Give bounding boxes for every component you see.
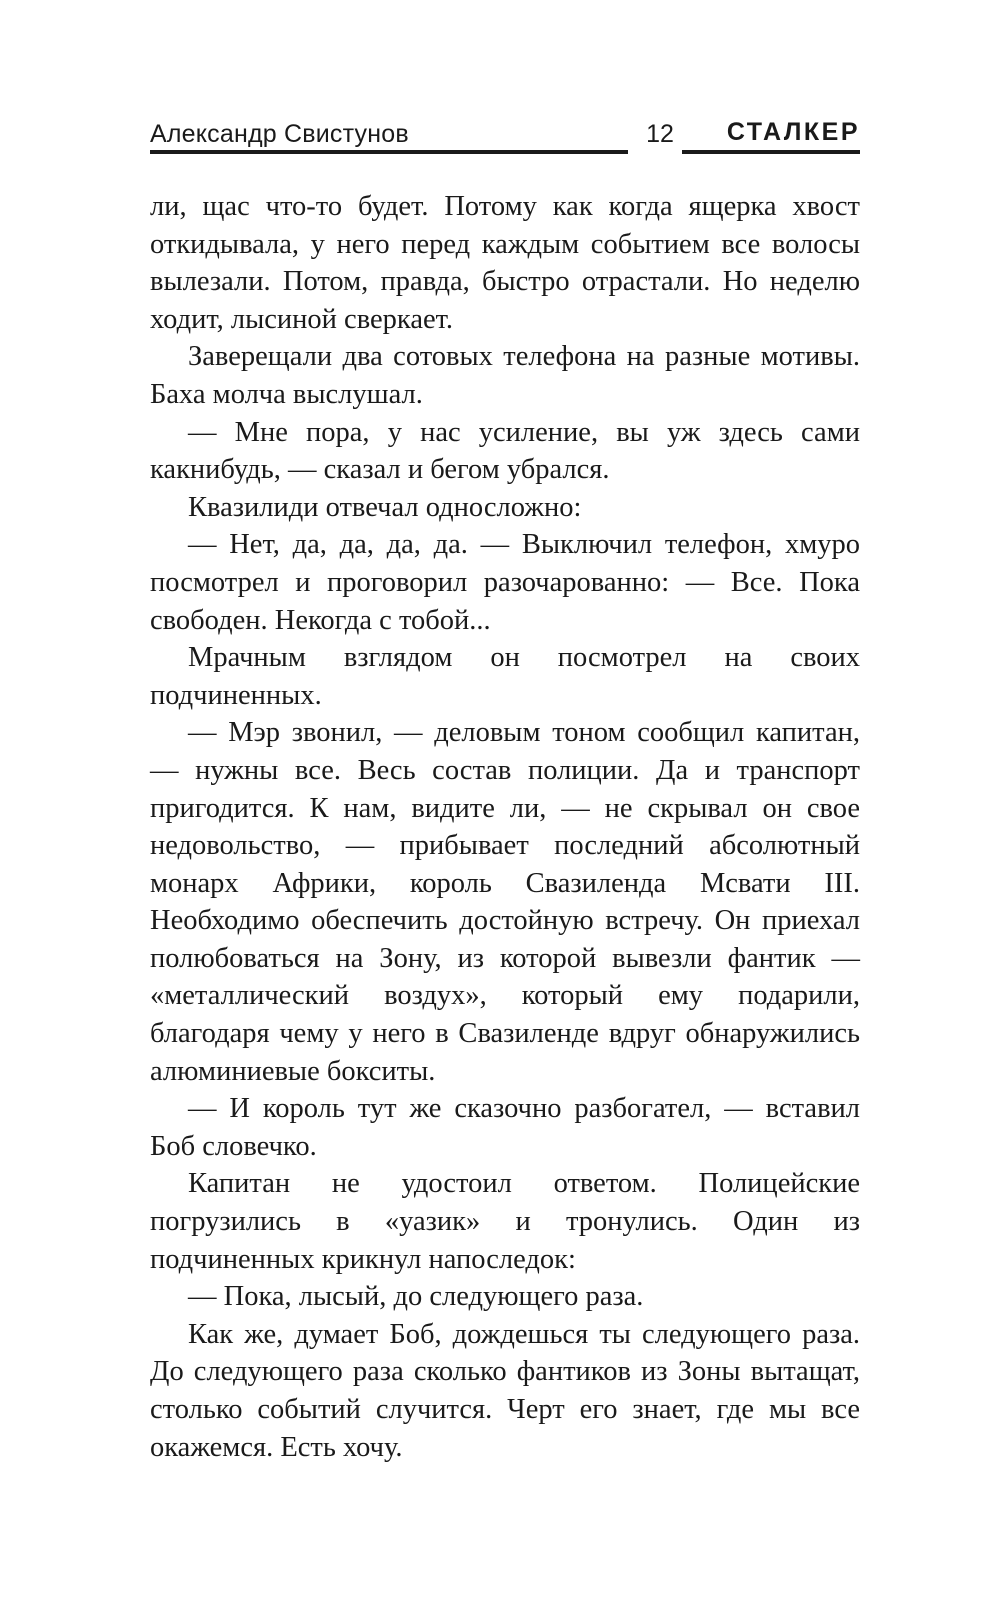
paragraph: — Мэр звонил, — деловым тоном сообщил капитан, — нужны все. Весь состав полиции. Да и транспорт пригодится. К нам, видите ли, — не скрывал он свое недовольство, — прибывает последний абсолютный монарх Африки, король Свазиленда Мсвати III. Необходимо обеспечить достойную встречу. Он приехал полюбоваться на Зону, из которой вывезли фантик — «металлический воздух», который ему подарили, благодаря чему у него в Свазиленде вдруг обнаружились алюминиевые бокситы.	[150, 717, 860, 1087]
paragraph: ли, щас что-то будет. Потому как когда ящерка хвост откидывала, у него перед каждым событием все волосы вылезали. Потом, правда, быстро отрастали. Но неделю ходит, лысиной сверкает.	[150, 191, 860, 335]
page-header	[150, 112, 860, 162]
paragraph: — Мне пора, у нас усиление, вы уж здесь сами какнибудь, — сказал и бегом убрался.	[150, 416, 860, 486]
header-rule-left	[150, 150, 628, 154]
paragraph: Как же, думает Боб, дождешься ты следующего раза. До следующего раза сколько фантиков из Зоны вытащат, столько событий случится. Черт его знает, где мы все окажемся. Есть хочу.	[150, 1318, 860, 1463]
paragraph: — Нет, да, да, да, да. — Выключил телефон, хмуро посмотрел и проговорил разочарованно: — Все. Пока свободен. Некогда с тобой...	[150, 529, 860, 636]
paragraph: — И король тут же сказочно разбогател, — вставил Боб словечко.	[150, 1093, 860, 1162]
header-rule-right	[682, 150, 860, 154]
paragraph: Капитан не удостоил ответом. Полицейские погрузились в «уазик» и тронулись. Один из подчиненных крикнул напоследок:	[150, 1168, 860, 1275]
running-head-author: Александр Свистунов	[150, 120, 409, 148]
paragraph: — Пока, лысый, до следующего раза.	[188, 1281, 644, 1313]
paragraph: Мрачным взглядом он посмотрел на своих подчиненных.	[150, 642, 860, 711]
body-text	[150, 188, 860, 1466]
page-number: 12	[646, 120, 674, 148]
paragraph: Заверещали два сотовых телефона на разные мотивы. Баха молча выслушал.	[150, 341, 860, 410]
running-head-series: СТАЛКЕР	[726, 118, 860, 146]
paragraph: Квазилиди отвечал односложно:	[188, 491, 582, 523]
